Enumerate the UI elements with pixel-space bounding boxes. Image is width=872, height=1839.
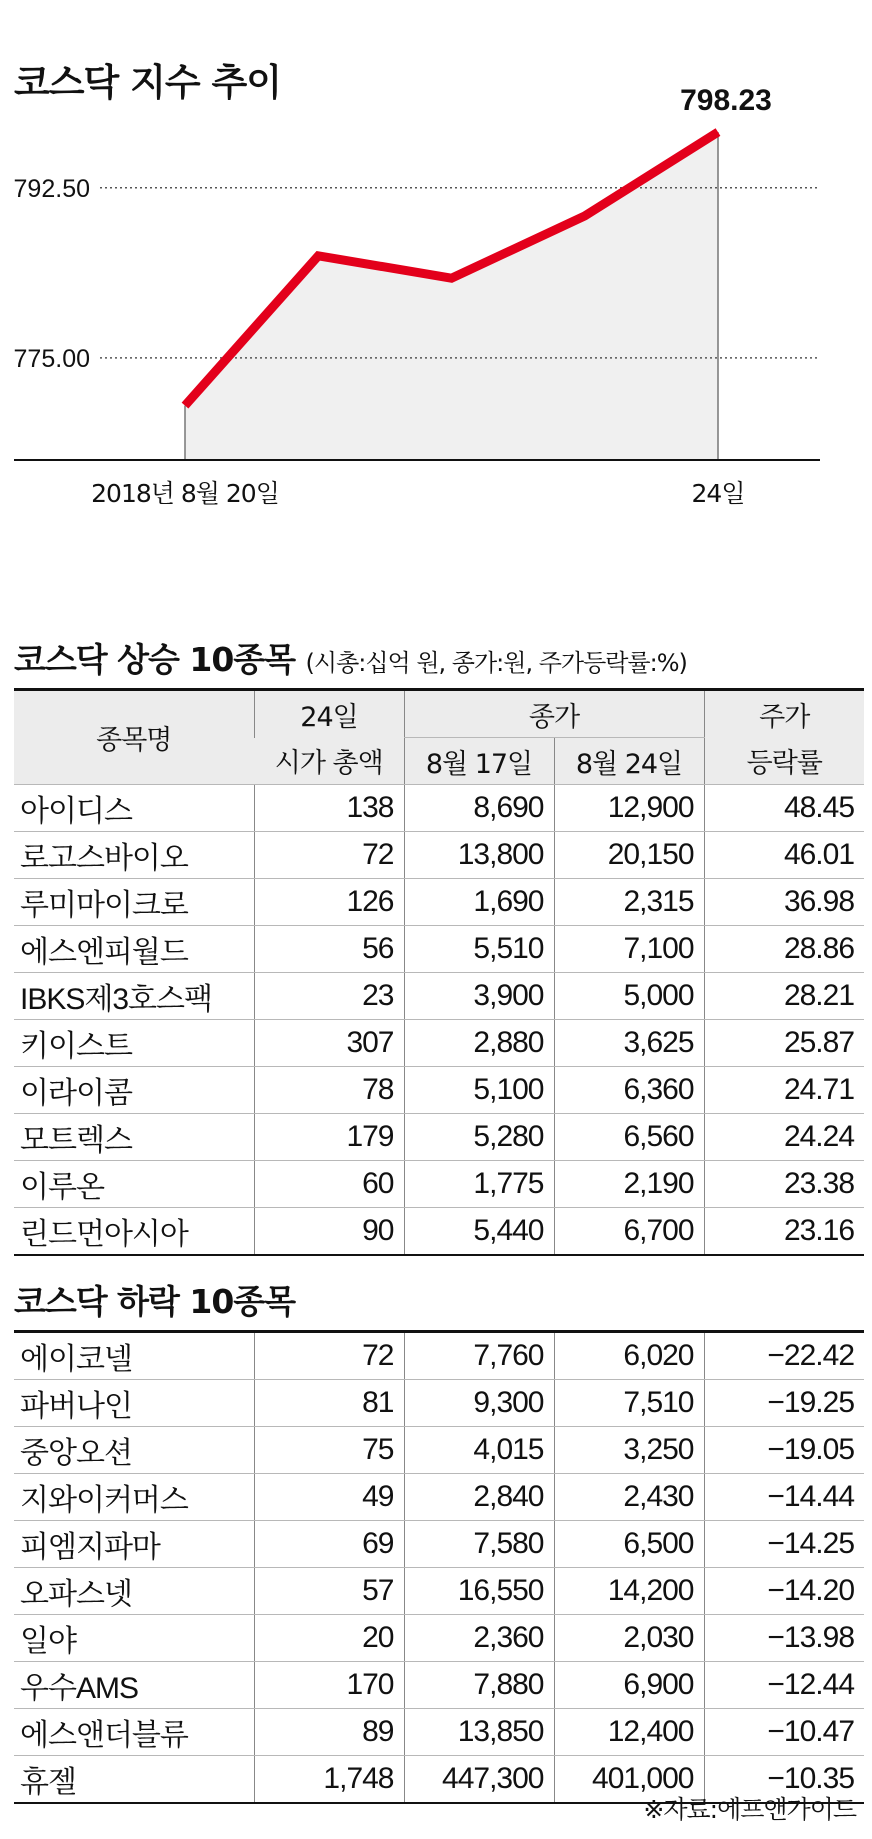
market-cap: 81 [254,1380,404,1427]
source-note: ※자료:에프앤가이드 [643,1795,856,1824]
kosdaq-index-chart [0,84,872,610]
header-cap-line2: 시가 총액 [254,738,404,785]
stock-name: 지와이커머스 [14,1474,254,1521]
close-aug17: 5,510 [404,926,554,973]
market-cap: 78 [254,1067,404,1114]
close-aug17: 7,880 [404,1662,554,1709]
close-aug17: 4,015 [404,1427,554,1474]
close-aug24: 401,000 [554,1756,704,1804]
table-row [14,1662,864,1709]
close-aug17: 2,880 [404,1020,554,1067]
table-row [14,1020,864,1067]
table-row [14,1709,864,1756]
stock-name: IBKS제3호스팩 [14,973,254,1020]
change-rate: −10.35 [704,1756,864,1804]
change-rate: 23.38 [704,1161,864,1208]
stock-name: 이루온 [14,1161,254,1208]
change-rate: −12.44 [704,1662,864,1709]
table-row [14,1568,864,1615]
stock-name: 피엠지파마 [14,1521,254,1568]
stock-name: 루미마이크로 [14,879,254,926]
close-aug24: 2,315 [554,879,704,926]
market-cap: 72 [254,832,404,879]
end-value-label: 798.23 [680,84,772,118]
stock-name: 휴젤 [14,1756,254,1804]
market-cap: 90 [254,1208,404,1256]
close-aug24: 6,560 [554,1114,704,1161]
losers-title: 코스닥 하락 10종목 [14,1282,296,1321]
table-row [14,1114,864,1161]
market-cap: 89 [254,1709,404,1756]
close-aug24: 12,900 [554,785,704,832]
change-rate: −22.42 [704,1332,864,1380]
x-tick-label: 24일 [691,479,745,508]
close-aug24: 6,500 [554,1521,704,1568]
close-aug24: 6,900 [554,1662,704,1709]
close-aug17: 13,850 [404,1709,554,1756]
market-cap: 23 [254,973,404,1020]
close-aug17: 2,360 [404,1615,554,1662]
header-close: 종가 [404,690,704,738]
market-cap: 60 [254,1161,404,1208]
table-row [14,1427,864,1474]
change-rate: 24.71 [704,1067,864,1114]
stock-name: 일야 [14,1615,254,1662]
close-aug24: 14,200 [554,1568,704,1615]
y-tick-label: 775.00 [13,344,90,373]
close-aug24: 3,250 [554,1427,704,1474]
header-cap-line1: 24일 [254,690,404,738]
gainers-table [14,688,864,1256]
market-cap: 75 [254,1427,404,1474]
table-row [14,1615,864,1662]
y-tick-label: 792.50 [13,174,90,203]
close-aug17: 5,440 [404,1208,554,1256]
table-row [14,1067,864,1114]
table-row [14,1332,864,1380]
change-rate: 28.21 [704,973,864,1020]
gainers-section-title [14,634,687,681]
unit-note: (시총:십억 원, 종가:원, 주가등락률:%) [305,649,687,677]
stock-name: 아이디스 [14,785,254,832]
stock-name: 파버나인 [14,1380,254,1427]
table-row [14,785,864,832]
close-aug24: 3,625 [554,1020,704,1067]
header-stock-name: 종목명 [14,690,254,785]
close-aug24: 5,000 [554,973,704,1020]
close-aug24: 2,030 [554,1615,704,1662]
close-aug17: 8,690 [404,785,554,832]
change-rate: −14.25 [704,1521,864,1568]
stock-name: 키이스트 [14,1020,254,1067]
market-cap: 56 [254,926,404,973]
stock-name: 에스앤더블류 [14,1709,254,1756]
change-rate: 46.01 [704,832,864,879]
change-rate: 24.24 [704,1114,864,1161]
change-rate: 28.86 [704,926,864,973]
stock-name: 모트렉스 [14,1114,254,1161]
stock-name: 이라이콤 [14,1067,254,1114]
change-rate: 23.16 [704,1208,864,1256]
close-aug17: 1,690 [404,879,554,926]
stock-name: 에스엔피월드 [14,926,254,973]
table-row [14,1380,864,1427]
close-aug17: 9,300 [404,1380,554,1427]
table-row [14,1208,864,1256]
market-cap: 170 [254,1662,404,1709]
change-rate: −13.98 [704,1615,864,1662]
market-cap: 179 [254,1114,404,1161]
change-rate: −14.20 [704,1568,864,1615]
close-aug17: 13,800 [404,832,554,879]
stock-name: 우수AMS [14,1662,254,1709]
close-aug17: 7,580 [404,1521,554,1568]
close-aug24: 2,190 [554,1161,704,1208]
close-aug17: 2,840 [404,1474,554,1521]
table-row [14,973,864,1020]
change-rate: 25.87 [704,1020,864,1067]
market-cap: 57 [254,1568,404,1615]
change-rate: −14.44 [704,1474,864,1521]
market-cap: 69 [254,1521,404,1568]
header-change-line2: 등락률 [704,738,864,785]
change-rate: 36.98 [704,879,864,926]
stock-name: 오파스넷 [14,1568,254,1615]
change-rate: −19.25 [704,1380,864,1427]
close-aug24: 6,700 [554,1208,704,1256]
gainers-title: 코스닥 상승 10종목 [14,640,296,679]
close-aug17: 447,300 [404,1756,554,1804]
close-aug17: 3,900 [404,973,554,1020]
close-aug24: 12,400 [554,1709,704,1756]
stock-name: 린드먼아시아 [14,1208,254,1256]
market-cap: 20 [254,1615,404,1662]
close-aug24: 7,510 [554,1380,704,1427]
market-cap: 1,748 [254,1756,404,1804]
close-aug17: 5,100 [404,1067,554,1114]
table-row [14,1521,864,1568]
market-cap: 72 [254,1332,404,1380]
stock-name: 에이코넬 [14,1332,254,1380]
header-close-aug24: 8월 24일 [554,738,704,785]
close-aug17: 16,550 [404,1568,554,1615]
close-aug24: 6,020 [554,1332,704,1380]
table-row [14,879,864,926]
close-aug17: 5,280 [404,1114,554,1161]
table-row [14,926,864,973]
stock-name: 중앙오션 [14,1427,254,1474]
table-row [14,1474,864,1521]
header-close-aug17: 8월 17일 [404,738,554,785]
x-tick-label: 2018년 8월 20일 [91,479,279,508]
stock-name: 로고스바이오 [14,832,254,879]
close-aug17: 7,760 [404,1332,554,1380]
table-row [14,1161,864,1208]
close-aug24: 7,100 [554,926,704,973]
market-cap: 49 [254,1474,404,1521]
chart-title: 코스닥 지수 추이 [14,61,281,104]
market-cap: 307 [254,1020,404,1067]
change-rate: −10.47 [704,1709,864,1756]
close-aug24: 20,150 [554,832,704,879]
close-aug17: 1,775 [404,1161,554,1208]
header-change-line1: 주가 [704,690,864,738]
market-cap: 126 [254,879,404,926]
market-cap: 138 [254,785,404,832]
close-aug24: 2,430 [554,1474,704,1521]
change-rate: −19.05 [704,1427,864,1474]
close-aug24: 6,360 [554,1067,704,1114]
change-rate: 48.45 [704,785,864,832]
losers-table [14,1330,864,1804]
table-row [14,832,864,879]
